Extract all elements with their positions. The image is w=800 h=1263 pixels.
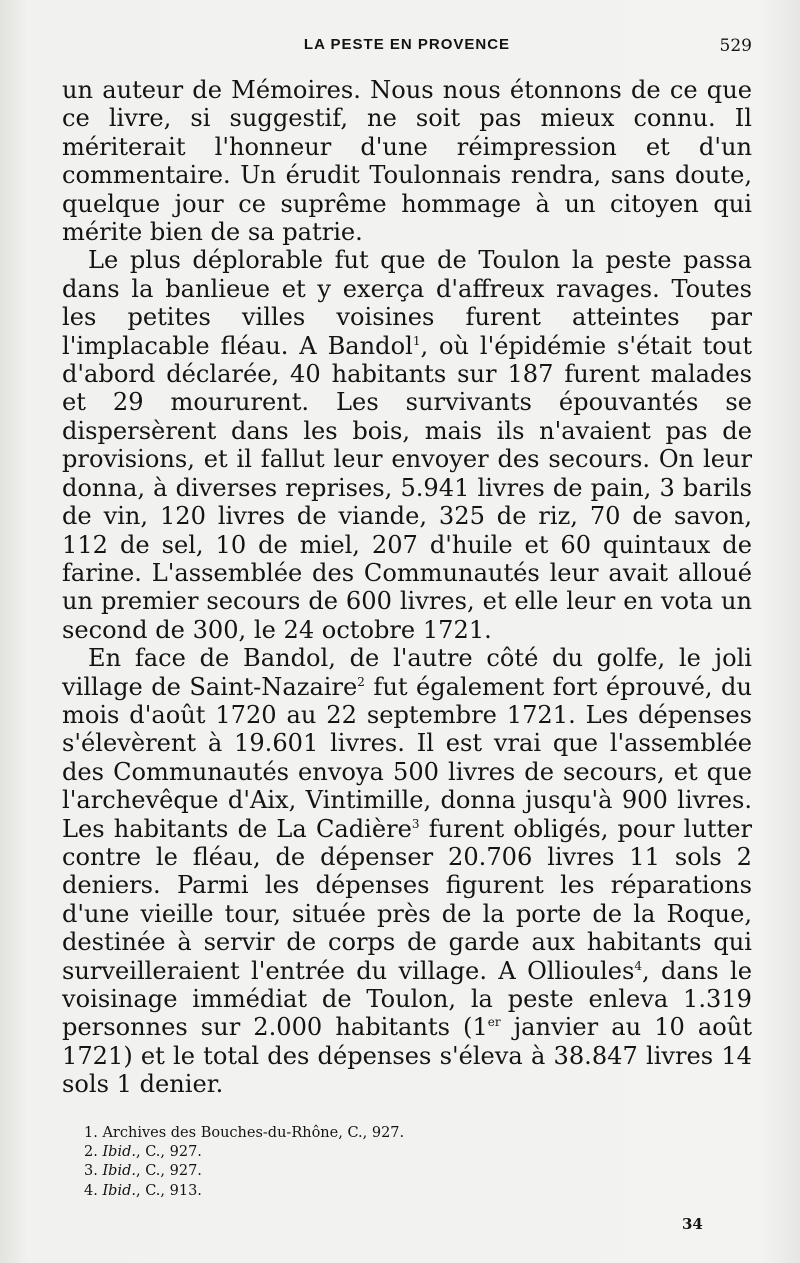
footnote-text: Archives des Bouches-du-Rhône, C., 927. [102, 1125, 405, 1141]
paragraph-2 [62, 246, 752, 644]
footnote [84, 1182, 724, 1201]
footnote-ref-3: 3 [411, 816, 420, 831]
paragraph-2-text-b: , où l'épidémie s'était tout d'abord déclarée, 40 habitants sur 187 furent malades et 29 moururent. Les survivants épouvantés se dispersèrent dans les bois, mais ils n'avaient pas de provisions, et il fallut leur envoyer des secours. On leur donna, à diverses reprises, 5.941 livres de pain, 3 barils de vin, 120 livres de viande, 325 de riz, 70 de savon, 112 de sel, 10 de miel, 207 d'huile et 60 quintaux de farine. L'assemblée des Communautés leur avait alloué un premier secours de 600 livres, et elle leur en vota un second de 300, le 24 octobre 1721. [62, 331, 752, 644]
running-title: LA PESTE EN PROVENCE [303, 36, 511, 53]
footnote-ref-1: 1 [412, 333, 421, 348]
paragraph-3-text-b: fut également fort éprouvé, du mois d'août 1720 au 22 septembre 1721. Les dépenses s'élevèrent à 19.601 livres. Il est vrai que l'assemblée des Communautés envoya 500 livres de secours, et que l'archevêque d'Aix, Vintimille, donna jusqu'à 900 livres. Les habitants de La Cadière [62, 672, 752, 843]
footnotes [84, 1124, 724, 1201]
footnote-number: 2. [84, 1144, 98, 1161]
footnote-text: , C., 913. [136, 1182, 202, 1199]
footnote-number: 1. [84, 1125, 98, 1141]
paragraph-3-text-a: En face de Bandol, de l'autre côté du golfe, le joli village de Saint-Nazaire [62, 644, 752, 701]
page-number: 529 [719, 36, 752, 56]
paragraph-3-text-e: janvier au 10 août 1721) et le total des dépenses s'éleva à 38.847 livres 14 sols 1 denier. [62, 1013, 752, 1099]
paragraph-1-text: un auteur de Mémoires. Nous nous étonnons de ce que ce livre, si suggestif, ne soit pas mieux connu. Il mériterait l'honneur d'une réimpression et d'un commentaire. Un érudit Toulonnais rendra, sans doute, quelque jour ce suprême hommage à un citoyen qui mérite bien de sa patrie. [62, 76, 752, 247]
footnote-number: 3. [84, 1163, 98, 1180]
paragraph-3-text-d: , dans le voisinage immédiat de Toulon, la peste enleva 1.319 personnes sur 2.000 habitants (1 [62, 956, 752, 1042]
ordinal-superscript: er [487, 1015, 501, 1030]
footnote-text: , C., 927. [136, 1163, 202, 1180]
footnote-ibid: Ibid. [102, 1163, 136, 1180]
footnote-ibid: Ibid. [102, 1144, 136, 1161]
footnote-ref-2: 2 [357, 674, 365, 689]
paragraph-2-text-a: Le plus déplorable fut que de Toulon la peste passa dans la banlieue et y exerça d'affreux ravages. Toutes les petites villes voisines furent atteintes par l'implacable fléau. A Bandol [62, 246, 752, 360]
footnote [84, 1162, 724, 1181]
signature-mark: 34 [682, 1215, 703, 1233]
footnote-text: , C., 927. [136, 1144, 202, 1161]
footnote [84, 1143, 724, 1162]
paragraph-3 [62, 644, 752, 1099]
footnote [84, 1124, 724, 1143]
body-text [62, 76, 752, 1099]
footnote-ref-4: 4 [634, 958, 642, 973]
page-header [62, 36, 752, 60]
paragraph-3-text-c: furent obligés, pour lutter contre le fléau, de dépenser 20.706 livres 11 sols 2 deniers. Parmi les dépenses figurent les réparations d'une vieille tour, située près de la porte de la Roque, destinée à servir de corps de garde aux habitants qui surveilleraient l'entrée du village. A Ollioules [62, 814, 753, 985]
paragraph-1 [62, 76, 752, 246]
footnote-ibid: Ibid. [102, 1182, 136, 1199]
footnote-number: 4. [84, 1182, 98, 1199]
